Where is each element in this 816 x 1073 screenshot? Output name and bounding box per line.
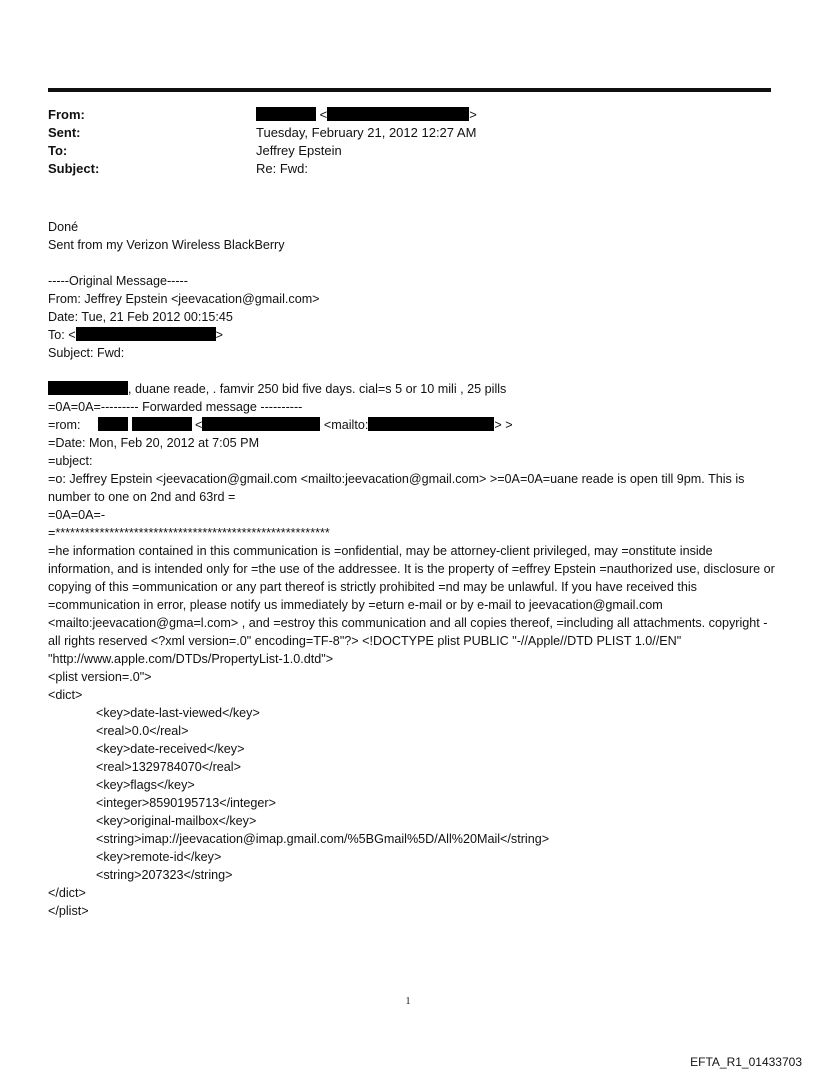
dict-line: <string>207323</string> (96, 868, 233, 882)
encoded-line: =0A=0A=- (48, 508, 106, 522)
page-number: 1 (405, 996, 411, 1007)
rom-mailto: <mailto: (323, 418, 369, 432)
email-header (48, 106, 768, 178)
email-body (48, 218, 778, 920)
sent-label: Sent: (48, 125, 81, 140)
to-value: Jeffrey Epstein (256, 143, 342, 158)
from-value (256, 106, 477, 124)
redaction-box (202, 417, 320, 431)
dict-line: <key>original-mailbox</key> (96, 814, 257, 828)
forwarded-date: =Date: Mon, Feb 20, 2012 at 7:05 PM (48, 436, 260, 450)
from-lt: < (319, 107, 328, 122)
subject-label: Subject: (48, 161, 100, 176)
rom-prefix: =rom: (48, 418, 81, 432)
redaction-box (76, 327, 216, 341)
bates-number: EFTA_R1_01433703 (690, 1055, 802, 1069)
original-message-marker: -----Original Message----- (48, 274, 188, 288)
dict-open: <dict> (48, 688, 83, 702)
dict-close: </dict> (48, 886, 86, 900)
pills-text: , duane reade, . famvir 250 bid five days. cial=s 5 or 10 mili , 25 pills (128, 382, 507, 396)
redaction-box (327, 107, 469, 121)
dict-line: <key>date-last-viewed</key> (96, 706, 260, 720)
redaction-box (256, 107, 316, 121)
dict-line: <integer>8590195713</integer> (96, 796, 276, 810)
forwarded-to: =o: Jeffrey Epstein <jeevacation@gmail.com <mailto:jeevacation@gmail.com> >=0A=0A=uane reade is open till 9pm. This is number to one on 2nd and 63rd = (48, 472, 745, 504)
dict-line: <key>flags</key> (96, 778, 195, 792)
sent-value: Tuesday, February 21, 2012 12:27 AM (256, 125, 477, 140)
subject-value: Re: Fwd: (256, 161, 309, 176)
rom-end: > > (494, 418, 513, 432)
disclaimer: =he information contained in this communication is =onfidential, may be attorney-client privileged, may =onstitute inside information, and is intended only for =the use of the addressee. It is the property of =effrey Epstein =nauthorized use, disclosure or copying of this =ommunication or any part thereof is strictly prohibited =nd may be unlawful. If you have received this =communication in error, please notify us immediately by =eturn e-mail or by e-mail to jeevacation@gmail.com <mailto:jeevacation@gma=l.com> , and =estroy this communication and all copies thereof, =including all attachments. copyright -all rights reserved <?xml version=.0" encoding=TF-8"?> <!DOCTYPE plist PUBLIC "-//Apple//DTD PLIST 1.0//EN" "http://www.apple.com/DTDs/PropertyList-1.0.dtd"> (48, 544, 775, 666)
original-to (48, 326, 778, 344)
from-gt: > (469, 107, 477, 122)
redaction-box (98, 417, 128, 431)
reply-text: Doné (48, 220, 79, 234)
pills-line (48, 380, 778, 398)
dict-line: <key>remote-id</key> (96, 850, 222, 864)
forwarded-marker: =0A=0A=--------- Forwarded message ---------- (48, 400, 303, 414)
from-label: From: (48, 107, 85, 122)
dict-line: <string>imap://jeevacation@imap.gmail.com/%5BGmail%5D/All%20Mail</string> (96, 832, 550, 846)
redaction-box (132, 417, 192, 431)
rom-lt: < (195, 418, 203, 432)
dict-line: <real>1329784070</real> (96, 760, 241, 774)
plist-close: </plist> (48, 904, 89, 918)
to-label: To: (48, 143, 68, 158)
plist-open: <plist version=.0"> (48, 670, 152, 684)
forwarded-subject: =ubject: (48, 454, 93, 468)
signature: Sent from my Verizon Wireless BlackBerry (48, 238, 285, 252)
dict-line: <real>0.0</real> (96, 724, 189, 738)
forwarded-from (48, 416, 778, 434)
original-subject: Subject: Fwd: (48, 346, 125, 360)
redaction-box (368, 417, 494, 431)
separator-stars: =******************************************************** (48, 526, 330, 540)
original-to-prefix: To: < (48, 328, 76, 342)
original-to-suffix: > (215, 328, 224, 342)
dict-line: <key>date-received</key> (96, 742, 245, 756)
original-date: Date: Tue, 21 Feb 2012 00:15:45 (48, 310, 233, 324)
original-from: From: Jeffrey Epstein <jeevacation@gmail.com> (48, 292, 320, 306)
redaction-box (48, 381, 128, 395)
header-rule (48, 88, 771, 92)
